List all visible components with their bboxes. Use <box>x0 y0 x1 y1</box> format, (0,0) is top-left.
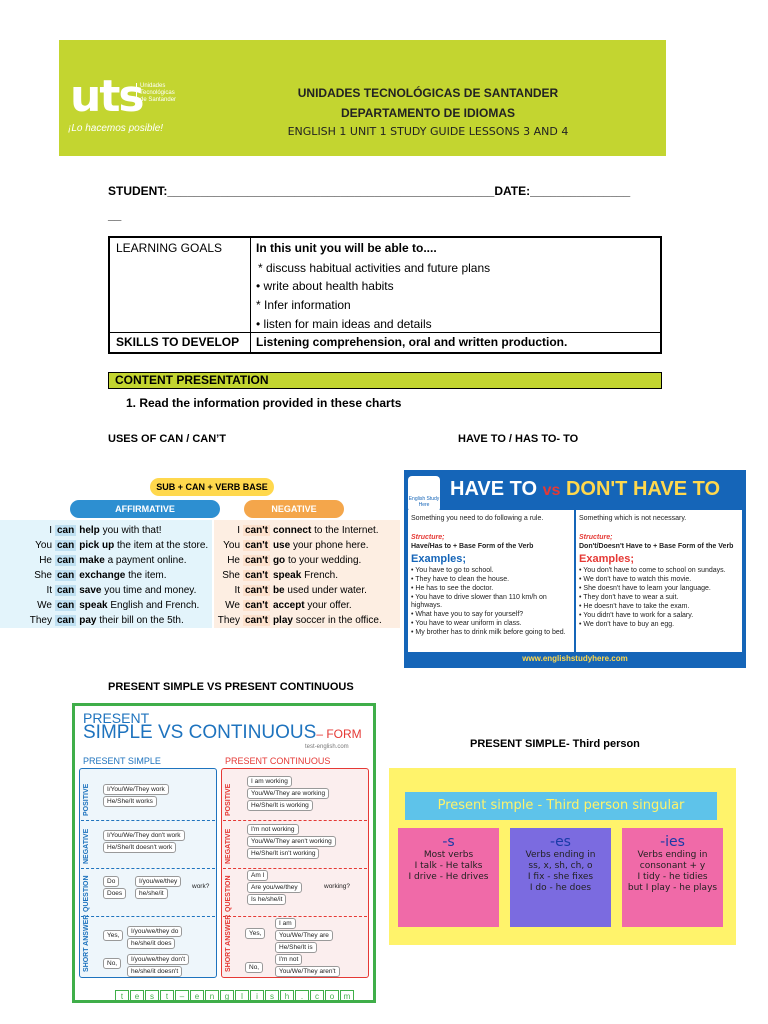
uts-logo <box>64 71 187 140</box>
english-study-here-logo: English Study Here <box>408 476 440 512</box>
footer-letter: n <box>205 990 219 1003</box>
goal-item: * discuss habitual activities and future plans <box>258 261 491 275</box>
cant-row <box>200 570 338 581</box>
card-line: I tidy - he tidies <box>637 872 708 882</box>
can-subject: She <box>34 570 52 581</box>
example-item: • We don't have to watch this movie. <box>579 576 692 583</box>
card-line: but I play - he plays <box>627 883 718 893</box>
can-verb: speak <box>79 600 108 611</box>
form-box: I/you/we/they do <box>127 926 182 937</box>
third-person-card <box>510 828 611 927</box>
affirmative-pill: AFFIRMATIVE <box>70 500 220 518</box>
ending-label: -s <box>442 834 455 850</box>
form-box: I/you/we/they <box>135 876 181 887</box>
third-person-title: Present simple - Third person singular <box>405 792 717 820</box>
row-label-continuous: NEGATIVE <box>225 828 232 864</box>
form-box: I'm not <box>275 954 302 965</box>
can-row <box>0 600 199 611</box>
card-line: I talk - He talks <box>414 861 483 871</box>
cant-rest: your phone here. <box>290 540 369 551</box>
cant-subject: He <box>227 555 240 566</box>
row-divider <box>81 868 215 869</box>
card-line: I do - he does <box>529 883 592 893</box>
cant-row <box>200 540 369 551</box>
form-box: I am working <box>247 776 292 787</box>
form-box: Are you/we/they <box>247 882 302 893</box>
cant-verb: speak <box>272 570 302 581</box>
cant-modal: can't <box>245 600 268 611</box>
footer-letter: e <box>190 990 204 1003</box>
can-row <box>0 540 208 551</box>
skills-value: Listening comprehension, oral and written production. <box>256 335 568 349</box>
have-to-chart <box>404 470 746 668</box>
cant-row <box>200 615 382 626</box>
can-subject: We <box>37 600 52 611</box>
can-rest: the item at the store. <box>114 540 209 551</box>
can-subject: They <box>29 615 52 626</box>
cant-verb: accept <box>272 600 305 611</box>
example-item: • You didn't have to work for a salary. <box>579 612 694 619</box>
cant-modal: can't <box>245 570 268 581</box>
footer-letter: o <box>325 990 339 1003</box>
can-rest: their bill on the 5th. <box>96 615 184 626</box>
cant-subject: We <box>225 600 240 611</box>
table-divider-vertical <box>250 238 251 352</box>
footer-letter: t <box>160 990 174 1003</box>
can-rest: you time and money. <box>101 585 197 596</box>
footer-letter: c <box>310 990 324 1003</box>
third-person-chart <box>389 768 736 945</box>
footer-letter: – <box>175 990 189 1003</box>
can-verb: pay <box>79 615 97 626</box>
form-box: He/She/It isn't working <box>247 848 319 859</box>
form-box: I/You/We/They don't work <box>103 830 185 841</box>
card-line: I drive - He drives <box>408 872 489 882</box>
row-label-simple: NEGATIVE <box>83 828 90 864</box>
can-modal: can <box>57 585 75 596</box>
skills-label: SKILLS TO DEVELOP <box>116 335 240 349</box>
card-line: consonant + y <box>639 861 706 871</box>
cant-verb: connect <box>272 525 312 536</box>
footer-letter: i <box>250 990 264 1003</box>
can-rest: English and French. <box>107 600 200 611</box>
student-date-line: STUDENT:_________________________________________________DATE:_______________ <box>108 184 631 198</box>
form-word: working? <box>324 883 351 890</box>
section-title-third-person: PRESENT SIMPLE- Third person <box>470 738 640 750</box>
col-present-simple: PRESENT SIMPLE <box>83 756 161 766</box>
row-label-simple: POSITIVE <box>83 783 90 816</box>
can-subject: He <box>39 555 52 566</box>
card-line: Verbs ending in <box>525 850 596 860</box>
row-divider <box>223 916 367 917</box>
have-to-panel: Something you need to do following a rule. Structure; Have/Has to + Base Form of the Verb Examples; • You have to go to school. • They have to clean the house. • He has to see the doctor. • You have to drive slower than 110 km/h on highways. • What have you to say for yourself? • You have to wear uniform in class. • My brother has to drink milk before going to bed. <box>408 510 574 652</box>
cant-rest: French. <box>301 570 338 581</box>
example-item: • You have to go to school. <box>411 567 494 574</box>
cant-rest: to the Internet. <box>311 525 379 536</box>
row-label-simple: SHORT ANSWER <box>83 914 90 972</box>
form-box: he/she/it does <box>127 938 175 949</box>
ending-label: -ies <box>660 834 685 850</box>
form-box: He/She/It doesn't work <box>103 842 176 853</box>
form-box: I/you/we/they don't <box>127 954 189 965</box>
example-item: • They have to clean the house. <box>411 576 510 583</box>
footer-letter: . <box>295 990 309 1003</box>
example-item: • You have to wear uniform in class. <box>411 620 522 627</box>
third-person-card <box>622 828 723 927</box>
learning-goals-table <box>108 236 662 354</box>
section-title-can: USES OF CAN / CAN’T <box>108 433 226 445</box>
form-word: work? <box>192 883 210 890</box>
psc-title-2: SIMPLE VS CONTINUOUS– FORM <box>83 722 362 743</box>
cant-subject: You <box>223 540 240 551</box>
can-modal: can <box>57 540 75 551</box>
present-simple-vs-continuous-chart <box>72 703 376 1003</box>
can-row <box>0 570 167 581</box>
learning-goals-label: LEARNING GOALS <box>116 241 223 255</box>
form-box: Yes, <box>245 928 265 939</box>
card-line: Verbs ending in <box>637 850 708 860</box>
guide-title: ENGLISH 1 UNIT 1 STUDY GUIDE LESSONS 3 AND 4 <box>287 125 569 138</box>
can-verb: make <box>79 555 105 566</box>
footer-letter: e <box>130 990 144 1003</box>
logo-mark: uts <box>70 71 143 122</box>
cant-subject: She <box>222 570 240 581</box>
col-present-continuous: PRESENT CONTINUOUS <box>225 756 331 766</box>
form-box: You/We/They are <box>275 930 333 941</box>
content-presentation-bar: CONTENT PRESENTATION <box>108 372 662 389</box>
card-line: ss, x, sh, ch, o <box>528 861 593 871</box>
can-verb: exchange <box>79 570 126 581</box>
footer-letter: m <box>340 990 354 1003</box>
form-box: Do <box>103 876 119 887</box>
cant-row <box>200 525 379 536</box>
form-box: No, <box>103 958 121 969</box>
goals-intro: In this unit you will be able to.... <box>256 241 437 255</box>
footer-letter: g <box>220 990 234 1003</box>
footer-letter: s <box>145 990 159 1003</box>
row-divider <box>223 868 367 869</box>
can-modal: can <box>57 600 75 611</box>
can-row <box>0 585 196 596</box>
instruction-text: 1. Read the information provided in these charts <box>126 396 402 410</box>
can-rest: the item. <box>125 570 167 581</box>
cant-rest: used under water. <box>284 585 367 596</box>
table-divider-horizontal <box>110 332 660 333</box>
cant-verb: go <box>272 555 286 566</box>
dont-have-to-panel: Something which is not necessary. Structure; Don't/Doesn't Have to + Base Form of the Verb Examples; • You don't have to come to school on sundays. • We don't have to watch this movie. • She doesn't have to learn your language. • They don't have to wear a suit. • He doesn't have to take the exam. • You didn't have to work for a salary. • We don't have to buy an egg. <box>576 510 742 652</box>
cant-subject: It <box>234 585 240 596</box>
form-box: He/She/It is working <box>247 800 313 811</box>
form-box: You/We/They aren't working <box>247 836 336 847</box>
example-item: • What have you to say for yourself? <box>411 611 524 618</box>
logo-slogan: ¡Lo hacemos posible! <box>68 123 164 134</box>
can-subject: I <box>49 525 52 536</box>
can-verb: help <box>79 525 100 536</box>
cant-modal: can't <box>245 540 268 551</box>
form-box: He/She/It is <box>275 942 317 953</box>
student-line-continuation: __ <box>108 208 122 222</box>
example-item: • They don't have to wear a suit. <box>579 594 679 601</box>
form-box: Does <box>103 888 126 899</box>
footer-letter: s <box>265 990 279 1003</box>
example-item: • He doesn't have to take the exam. <box>579 603 690 610</box>
formula-pill: SUB + CAN + VERB BASE <box>150 478 274 496</box>
can-modal: can <box>57 555 75 566</box>
website-text: www.englishstudyhere.com <box>522 654 628 663</box>
row-divider <box>81 916 215 917</box>
cant-verb: use <box>272 540 291 551</box>
form-box: You/We/They aren't <box>275 966 340 977</box>
cant-rest: soccer in the office. <box>292 615 382 626</box>
can-rest: you with that! <box>99 525 162 536</box>
can-row <box>0 615 184 626</box>
example-item: • He has to see the doctor. <box>411 585 494 592</box>
can-modal: can <box>57 525 75 536</box>
ending-label: -es <box>550 834 571 850</box>
row-label-continuous: QUESTION <box>225 875 232 912</box>
psc-title-1: PRESENT <box>83 710 150 726</box>
can-modal: can <box>57 570 75 581</box>
example-item: • You don't have to come to school on sundays. <box>579 567 726 574</box>
footer-letter: l <box>235 990 249 1003</box>
form-box: No, <box>245 962 263 973</box>
footer-letter: t <box>115 990 129 1003</box>
cant-row <box>200 555 361 566</box>
can-subject: You <box>35 540 52 551</box>
form-box: I am <box>275 918 296 929</box>
can-verb: pick up <box>79 540 115 551</box>
can-cant-chart <box>0 470 400 630</box>
cant-row <box>200 585 367 596</box>
row-divider <box>81 820 215 821</box>
goal-item: • write about health habits <box>256 279 394 293</box>
card-line: I fix - she fixes <box>527 872 594 882</box>
form-box: Is he/she/it <box>247 894 286 905</box>
form-box: You/We/They are working <box>247 788 329 799</box>
row-divider <box>223 820 367 821</box>
row-label-continuous: POSITIVE <box>225 783 232 816</box>
third-person-card <box>398 828 499 927</box>
cant-verb: be <box>272 585 285 596</box>
can-rest: a payment online. <box>104 555 187 566</box>
footer-letter: h <box>280 990 294 1003</box>
have-to-title: HAVE TO vs DON'T HAVE TO <box>450 478 721 500</box>
negative-pill: NEGATIVE <box>244 500 344 518</box>
institution-name: UNIDADES TECNOLÓGICAS DE SANTANDER <box>297 86 559 100</box>
cant-verb: play <box>272 615 293 626</box>
row-label-continuous: SHORT ANSWER <box>225 914 232 972</box>
cant-modal: can't <box>245 555 268 566</box>
form-box: Yes, <box>103 930 123 941</box>
can-subject: It <box>46 585 52 596</box>
example-item: • She doesn't have to learn your language. <box>579 585 711 592</box>
form-box: I'm not working <box>247 824 299 835</box>
cant-modal: can't <box>245 615 268 626</box>
form-box: I/You/We/They work <box>103 784 169 795</box>
can-verb: save <box>79 585 102 596</box>
psc-brand: test-english.com <box>305 744 349 750</box>
can-row <box>0 555 187 566</box>
cant-row <box>200 600 352 611</box>
cant-modal: can't <box>245 525 268 536</box>
can-row <box>0 525 162 536</box>
example-item: • We don't have to buy an egg. <box>579 621 675 628</box>
cant-subject: I <box>237 525 240 536</box>
form-box: he/she/it doesn't <box>127 966 182 977</box>
psc-footer <box>115 986 355 1000</box>
cant-modal: can't <box>245 585 268 596</box>
cant-rest: to your wedding. <box>285 555 362 566</box>
form-box: Am I <box>247 870 268 881</box>
logo-sub: Unidades Tecnológicas de Santander <box>136 83 176 104</box>
section-title-psc: PRESENT SIMPLE VS PRESENT CONTINUOUS <box>108 681 354 693</box>
form-box: he/she/it <box>135 888 168 899</box>
cant-rest: your offer. <box>304 600 352 611</box>
section-title-have-to: HAVE TO / HAS TO- TO <box>458 433 579 445</box>
department-name: DEPARTAMENTO DE IDIOMAS <box>340 106 515 120</box>
example-item: • You have to drive slower than 110 km/h on highways. <box>411 594 547 609</box>
can-modal: can <box>57 615 75 626</box>
goal-item: • listen for main ideas and details <box>256 317 432 331</box>
goal-item: * Infer information <box>256 298 351 312</box>
example-item: • My brother has to drink milk before going to bed. <box>411 629 566 636</box>
cant-subject: They <box>217 615 240 626</box>
card-line: Most verbs <box>423 850 474 860</box>
row-label-simple: QUESTION <box>83 875 90 912</box>
form-box: He/She/It works <box>103 796 157 807</box>
